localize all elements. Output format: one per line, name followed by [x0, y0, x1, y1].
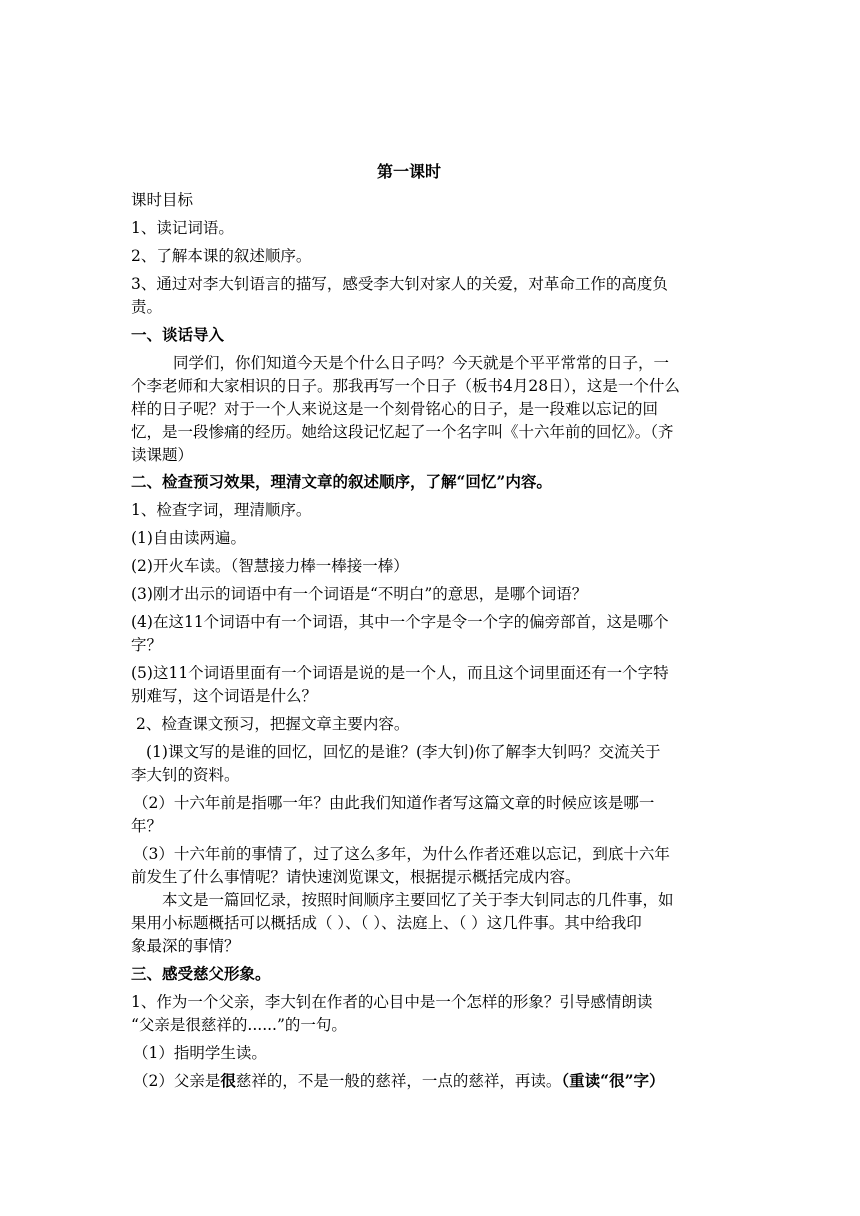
text-run: （2）父亲是 — [133, 1072, 221, 1090]
paragraph-line: (2)开火车读。（智慧接力棒一棒接一棒） — [131, 557, 409, 575]
page-title: 第一课时 — [376, 162, 441, 181]
goal-item: 1、读记词语。 — [131, 219, 234, 237]
paragraph-line: 同学们，你们知道今天是个什么日子吗？今天就是个平平常常的日子，一 — [173, 354, 670, 372]
goal-item: 2、了解本课的叙述顺序。 — [131, 247, 312, 265]
section-heading: 二、检查预习效果，理清文章的叙述顺序，了解“回忆”内容。 — [131, 472, 552, 491]
goal-item: 责。 — [131, 298, 163, 316]
paragraph-line: (1)课文写的是谁的回忆，回忆的是谁？(李大钊)你了解李大钊吗？交流关于 — [146, 743, 661, 761]
paragraph-line: 李大钊的资料。 — [131, 766, 240, 784]
paragraph-line: 个李老师和大家相识的日子。那我再写一个日子（板书4月28日），这是一个什么 — [131, 377, 680, 395]
paragraph-line: 前发生了什么事情呢？请快速浏览课文，根据提示概括完成内容。 — [131, 868, 581, 886]
paragraph-line — [133, 1070, 733, 1092]
paragraph-line: 果用小标题概括可以概括成（ ）、（ ）、法庭上、（ ）这几件事。其中给我印 — [131, 914, 642, 932]
goals-heading: 课时目标 — [131, 191, 194, 209]
paragraph-line: 样的日子呢？对于一个人来说这是一个刻骨铭心的日子，是一段难以忘记的回 — [131, 400, 659, 418]
paragraph-line: (5)这11个词语里面有一个词语是说的是一个人，而且这个词里面还有一个字特 — [131, 664, 669, 682]
text-run: 慈祥的，不是一般的慈祥，一点的慈祥，再读。 — [235, 1072, 562, 1090]
paragraph-line: 读课题） — [131, 446, 194, 464]
paragraph-line: (4)在这11个词语中有一个词语，其中一个字是令一个字的偏旁部首，这是哪个 — [131, 613, 669, 631]
paragraph-line: (3)刚才出示的词语中有一个词语是“不明白”的意思，是哪个词语？ — [131, 585, 588, 603]
section-heading: 三、感受慈父形象。 — [131, 964, 271, 983]
paragraph-line: 2、检查课文预习，把握文章主要内容。 — [136, 715, 410, 733]
paragraph-line: 年？ — [131, 817, 163, 835]
paragraph-line: 忆，是一段惨痛的经历。她给这段记忆起了一个名字叫《十六年前的回忆》。（齐 — [131, 423, 674, 441]
paragraph-line: 象最深的事情？ — [131, 937, 240, 955]
paragraph-line: “父亲是很慈祥的......”的一句。 — [131, 1016, 347, 1034]
emphasis-text: 很 — [220, 1071, 236, 1090]
paragraph-line: （2）十六年前是指哪一年？由此我们知道作者写这篇文章的时候应该是哪一 — [133, 794, 655, 812]
paragraph-line: 1、作为一个父亲，李大钊在作者的心目中是一个怎样的形象？引导感情朗读 — [131, 993, 653, 1011]
goal-item: 3、通过对李大钊语言的描写，感受李大钊对家人的关爱，对革命工作的高度负 — [131, 275, 668, 293]
paragraph-line: 本文是一篇回忆录，按照时间顺序主要回忆了关于李大钊同志的几件事，如 — [162, 891, 674, 909]
paragraph-line: 字？ — [131, 636, 163, 654]
paragraph-line: 1、检查字词，理清顺序。 — [131, 501, 312, 519]
section-heading: 一、谈话导入 — [131, 325, 225, 344]
paragraph-line: （3）十六年前的事情了，过了这么多年，为什么作者还难以忘记，到底十六年 — [133, 845, 670, 863]
paragraph-line: (1)自由读两遍。 — [131, 529, 246, 547]
paragraph-line: （1）指明学生读。 — [133, 1044, 267, 1062]
paragraph-line: 别难写，这个词语是什么？ — [131, 687, 318, 705]
emphasis-text: （重读“很”字） — [561, 1071, 665, 1090]
